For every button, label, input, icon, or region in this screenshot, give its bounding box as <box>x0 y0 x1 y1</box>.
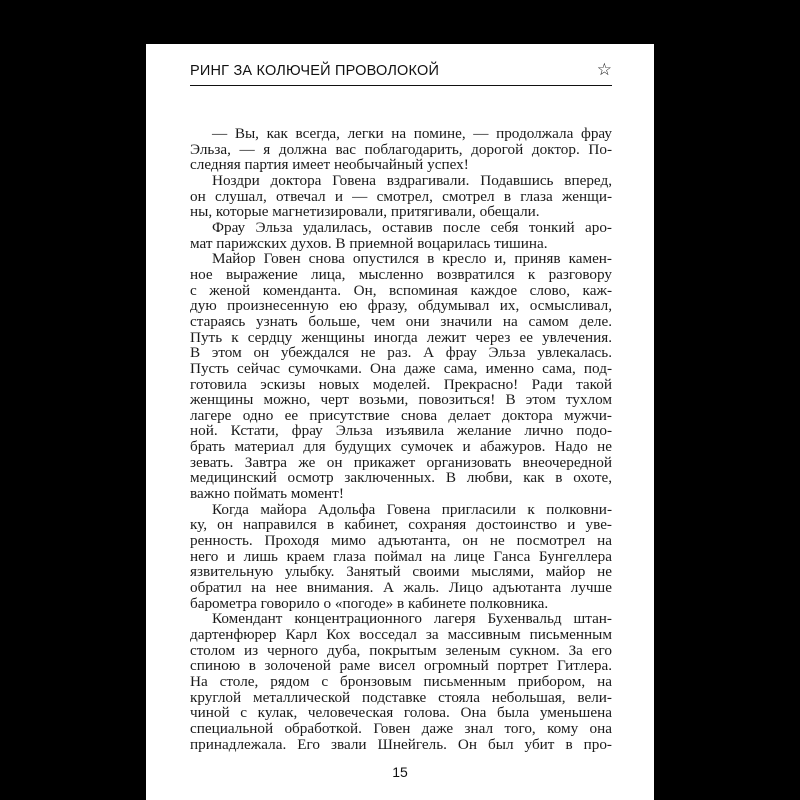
text-line: готовила эскизы новых моделей. Прекрасно! Ради такой <box>190 375 612 393</box>
text-line: дую произнесенную ею фразу, обдумывал их, осмысливал, <box>190 297 612 315</box>
text-line: столом из черного дуба, покрытым зеленым сукном. За его <box>190 641 612 659</box>
text-line: — Вы, как всегда, легки на помине, — продолжала фрау <box>212 125 612 142</box>
text-line: он слушал, отвечал и — смотрел, смотрел в глаза женщи- <box>190 187 612 205</box>
text-line: барометра говорило о «погоде» в кабинете полковника. <box>190 594 549 612</box>
text-line: специальной обработкой. Говен даже знал того, кому она <box>190 719 612 737</box>
text-line: с женой коменданта. Он, вспоминая каждое слово, каж- <box>190 281 612 299</box>
star-icon: ☆ <box>596 60 612 80</box>
text-line: Фрау Эльза удалилась, оставив после себя тонкий аро- <box>212 218 612 236</box>
paragraph <box>190 251 612 502</box>
paragraph <box>190 611 612 752</box>
text-line: брать материал для будущих сумочек и абажуров. Надо не <box>190 438 612 456</box>
text-line: обратил на нее внимания. А жаль. Лицо адъютанта лучше <box>190 579 612 597</box>
text-line: Путь к сердцу женщины иногда лежит через ее увлечения. <box>190 328 612 346</box>
running-title: РИНГ ЗА КОЛЮЧЕЙ ПРОВОЛОКОЙ <box>190 63 440 79</box>
text-line: принадлежала. Его звали Шнейгель. Он был убит в про- <box>190 735 612 753</box>
paragraph <box>190 220 612 251</box>
text-line: чиной с кулак, человеческая голова. Она была уменьшена <box>190 704 612 722</box>
text-line: мат парижских духов. В приемной воцарилась тишина. <box>190 234 548 252</box>
text-line: важно поймать момент! <box>190 485 344 503</box>
text-line: него и лишь краем глаза поймал на лице Ганса Бунгеллера <box>190 547 612 565</box>
paragraph <box>190 502 612 612</box>
text-line: ны, которые магнетизировали, притягивали, обещали. <box>190 203 540 221</box>
text-line: Когда майора Адольфа Говена пригласили к полковни- <box>212 500 612 518</box>
text-line: ренность. Проходя мимо адъютанта, он не посмотрел на <box>190 532 612 550</box>
text-line: ку, он направился в кабинет, сохраняя достоинство и уве- <box>190 516 612 534</box>
text-line: женщины можно, черт возьми, повозиться! В этом тухлом <box>190 391 612 409</box>
text-line: язвительную улыбку. Занятый своими мыслями, майор не <box>190 563 612 581</box>
body-text <box>190 126 612 752</box>
text-line: Ноздри доктора Говена вздрагивали. Подавшись вперед, <box>212 171 612 189</box>
book-page <box>146 44 654 800</box>
text-line: ное выражение лица, мысленно возвратился к разговору <box>190 265 612 283</box>
paragraph <box>190 126 612 173</box>
text-line: следняя партия имеет необычайный успех! <box>190 156 469 174</box>
text-line: Майор Говен снова опустился в кресло и, приняв камен- <box>212 250 612 268</box>
page-number: 15 <box>392 764 408 780</box>
running-header <box>190 60 612 86</box>
text-line: В этом он убеждался не раз. А фрау Эльза увлекалась. <box>190 344 612 362</box>
text-line: Эльза, — я должна вас поблагодарить, дорогой доктор. По- <box>190 140 612 158</box>
text-line: спиною в золоченой раме висел огромный портрет Гитлера. <box>190 657 612 675</box>
paragraph <box>190 173 612 220</box>
text-line: лагере одно ее присутствие снова делает доктора мужчи- <box>190 406 612 424</box>
text-line: стараясь узнать больше, чем они значили на самом деле. <box>190 312 612 330</box>
text-line: круглой металлической подставке стояла небольшая, вели- <box>190 688 612 706</box>
text-line: дартенфюрер Карл Кох восседал за массивным письменным <box>190 626 612 643</box>
text-line: зевать. Завтра же он прикажет организовать внеочередной <box>190 453 612 471</box>
text-line: медицинский осмотр заключенных. В любви, как в охоте, <box>190 469 612 487</box>
text-line: Комендант концентрационного лагеря Бухенвальд штан- <box>212 610 612 628</box>
text-line: Пусть сейчас сумочками. Она даже сама, именно сама, под- <box>190 359 612 377</box>
text-line: На столе, рядом с бронзовым письменным прибором, на <box>190 672 612 690</box>
text-line: ной. Кстати, фрау Эльза изъявила желание лично подо- <box>190 422 612 440</box>
